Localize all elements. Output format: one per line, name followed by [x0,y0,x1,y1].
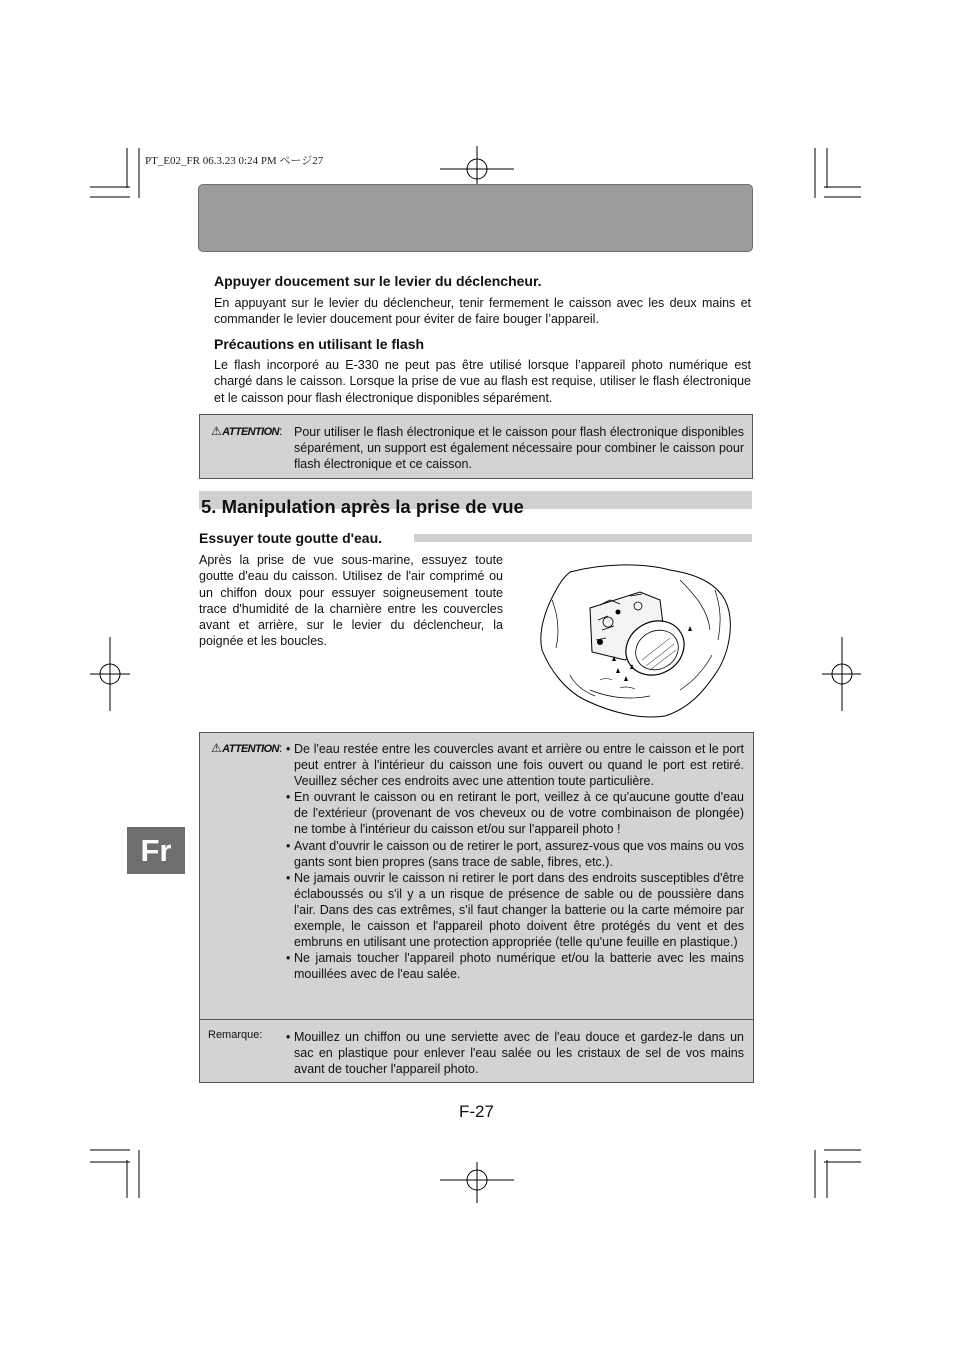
list-item: • De l'eau restée entre les couvercles avant et arrière ou entre le caisson et le port peut entrer à l'intérieur du caisson une fois ouvert ou quand le port est retiré. Veuillez sécher ces endroits avec une attention toute particulière. [286,741,744,789]
attention-box-flash: ⚠ATTENTION : Pour utiliser le flash électronique et le caisson pour flash électronique disponibles séparément, un support est également nécessaire pour combiner le caisson pour flash électronique et ce caisson. [199,414,753,479]
list-item: • Avant d'ouvrir le caisson ou de retirer le port, assurez-vous que vos mains ou vos gants sont bien propres (sans trace de sable, fibres, etc.). [286,838,744,870]
attention-box-after-dive: ⚠ATTENTION : • De l'eau restée entre les couvercles avant et arrière ou entre le caisson et le port peut entrer à l'intérieur du caisson une fois ouvert ou quand le port est retiré. Veuillez sécher ces endroits avec une attention toute particulière. • En ouvrant le caisson ou en retirant le port, veillez à ce qu'aucune goutte d'eau de l'extérieur (provenant de vos cheveux ou de votre combinaison de plongée) ne tombe à l'intérieur du caisson et/ou sur l'appareil photo ! • Avant d'ouvrir le caisson ou de retirer le port, assurez-vous que vos mains ou vos gants sont bien propres (sans trace de sable, fibres, etc.). • Ne jamais ouvrir le caisson ni retirer le port dans des endroits susceptibles d'être éclaboussés ou s'il y a un risque de présence de sable ou de poussière dans l'air. Dans des cas extrêmes, s'il faut changer la batterie ou la carte mémoire par exemple, le caisson et l'appareil photo doivent être protégés du vent et des embruns en utilisant une protection appropriée (telle qu'une feuille en plastique.) • Ne jamais toucher l'appareil photo numérique et/ou la batterie avec les mains mouillées avec de l'eau salée. Remarque: • Mouillez un chiffon ou une serviette avec de l'eau douce et gardez-le dans un sac en plastique pour enlever l'eau salée ou les cristaux de sel de vos mains avant de toucher l'appareil photo. [199,732,754,1083]
remark-bullet-list [286,1029,744,1077]
warning-triangle-icon: ⚠ [211,741,222,755]
housing-wipe-illustration [530,560,755,722]
header-bar [198,184,753,252]
remark-label: Remarque: [208,1029,263,1041]
list-item: • Mouillez un chiffon ou une serviette avec de l'eau douce et gardez-le dans un sac en plastique pour enlever l'eau salée ou les cristaux de sel de vos mains avant de toucher l'appareil photo. [286,1029,744,1077]
print-header: PT_E02_FR 06.3.23 0:24 PM ページ27 [145,155,324,167]
warning-triangle-icon: ⚠ [211,424,222,438]
registration-target-top [440,146,514,187]
registration-target-bottom [440,1162,514,1203]
paragraph-wipe: Après la prise de vue sous-marine, essuyez toute goutte d'eau du caisson. Utilisez de l'air comprimé ou un chiffon doux pour essuyer soigneusement toute trace d'humidité de la charnière entre les couvercles avant et arrière, sur le levier du déclencheur, la poignée et les boucles. [199,553,503,649]
box-divider [200,1019,753,1020]
heading-flash: Précautions en utilisant le flash [214,336,425,352]
paragraph-shutter: En appuyant sur le levier du déclencheur, tenir fermement le caisson avec les deux mains et commander le levier doucement pour éviter de faire bouger l’appareil. [214,296,751,327]
language-tab: Fr [127,827,185,874]
heading-wipe: Essuyer toute goutte d'eau. [199,530,383,546]
subheading-rule [414,534,752,542]
attention-label: ⚠ATTENTION [211,424,279,438]
list-item: • Ne jamais toucher l'appareil photo numérique et/ou la batterie avec les mains mouillées avec de l'eau salée. [286,950,744,982]
registration-target-left [90,637,130,711]
list-item: • En ouvrant le caisson ou en retirant le port, veillez à ce qu'aucune goutte d'eau de l'extérieur (provenant de vos cheveux ou de votre combinaison de plongée) ne tombe à l'intérieur du caisson et/ou sur l'appareil photo ! [286,789,744,837]
list-item: • Ne jamais ouvrir le caisson ni retirer le port dans des endroits susceptibles d'être éclaboussés ou s'il y a un risque de présence de sable ou de poussière dans l'air. Dans des cas extrêmes, s'il faut changer la batterie ou la carte mémoire par exemple, le caisson et l'appareil photo doivent être protégés du vent et des embruns en utilisant une protection appropriée (telle qu'une feuille en plastique.) [286,870,744,950]
attention-bullet-list [286,741,744,982]
attention-text: Pour utiliser le flash électronique et le caisson pour flash électronique disponibles séparément, un support est également nécessaire pour combiner le caisson pour flash électronique et ce caisson. [294,425,744,471]
paragraph-flash: Le flash incorporé au E-330 ne peut pas être utilisé lorsque l’appareil photo numérique est chargé dans le caisson. Lorsque la prise de vue au flash est requise, utiliser le flash électronique et le caisson pour flash électronique disponibles séparément. [214,358,751,405]
registration-target-right [822,637,861,711]
page-number: F-27 [459,1102,494,1121]
heading-shutter: Appuyer doucement sur le levier du déclencheur. [214,273,542,289]
section-title: 5. Manipulation après la prise de vue [201,496,524,517]
attention-label: ⚠ATTENTION [211,741,279,755]
